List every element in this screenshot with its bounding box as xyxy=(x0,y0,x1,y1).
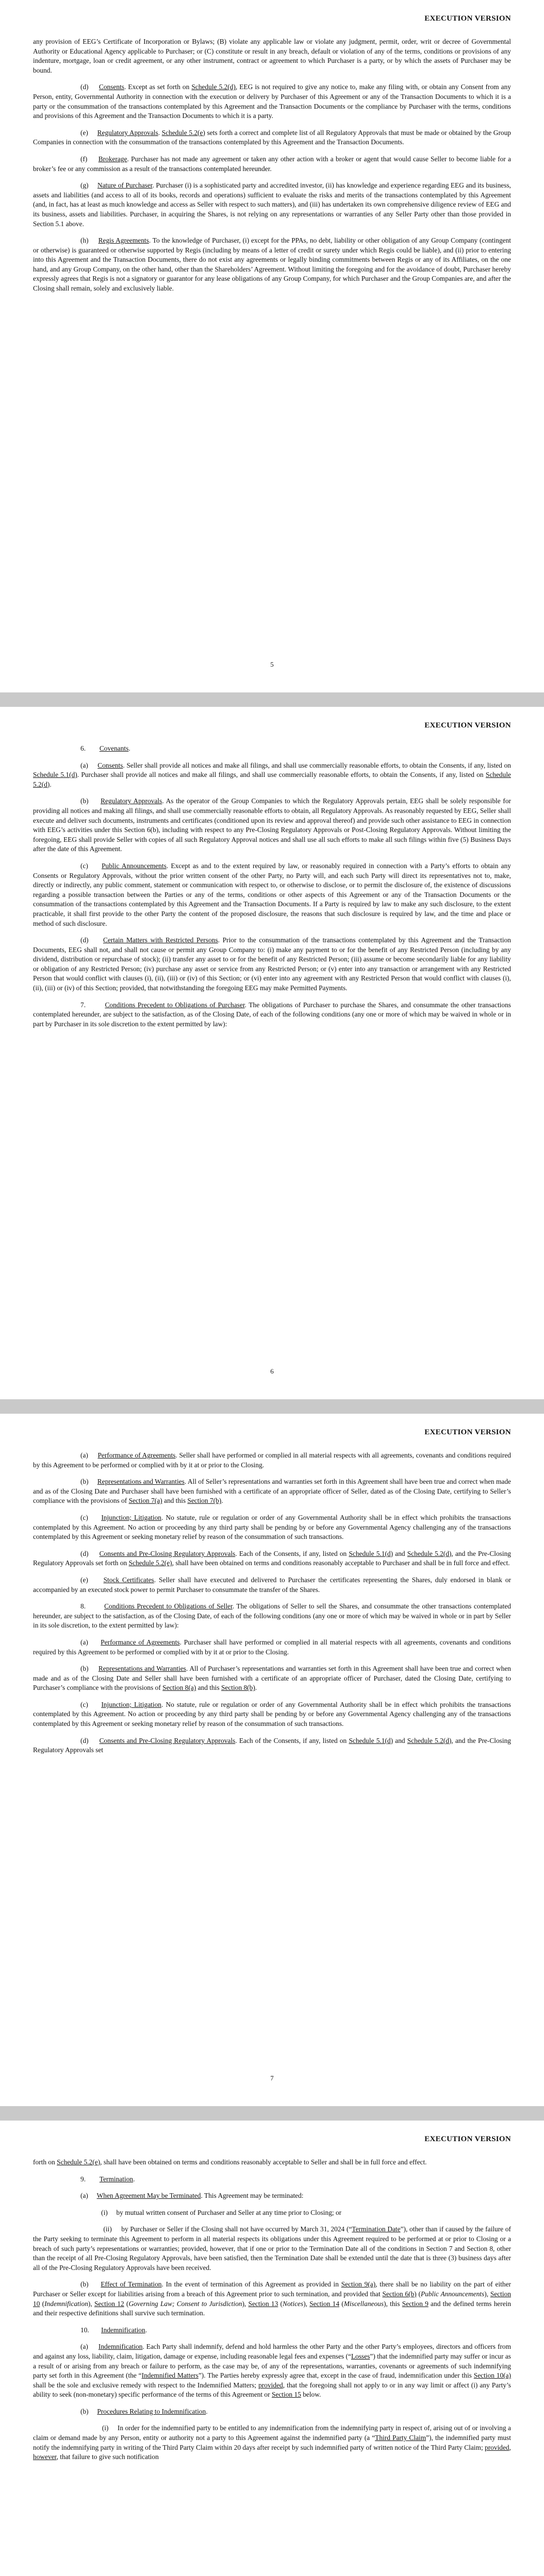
page-body xyxy=(33,744,511,1036)
document-page-6 xyxy=(0,707,544,1399)
page-body xyxy=(33,37,511,301)
paragraph: (e) Stock Certificates. Seller shall have executed and delivered to Purchaser the certificates representing the Shares, duly endorsed in blank or accompanied by an executed stock power to permit Purchaser to consummate the transfer of the Shares. xyxy=(33,1575,511,1594)
paragraph: (b) Effect of Termination. In the event of termination of this Agreement as provided in Section 9(a), there shall be no liability on the part of either Purchaser or Seller except for liabilities arising from a breach of this Agreement prior to such termination, and provided that Section 6(b) (Public Announcements), Section 10 (Indemnification), Section 12 (Governing Law; Consent to Jurisdiction), Section 13 (Notices), Section 14 (Miscellaneous), this Section 9 and the defined terms herein and their respective definitions shall survive such termination. xyxy=(33,2280,512,2317)
paragraph: (b) Procedures Relating to Indemnification. xyxy=(80,2407,208,2415)
page-body xyxy=(33,1451,511,1762)
paragraph: (f) Brokerage. Purchaser has not made any agreement or taken any other action with a broker or agent that would cause Seller to become liable for a broker’s fee or any commission as a result of the transactions contemplated hereunder. xyxy=(33,155,511,173)
paragraph: (b) Representations and Warranties. All of Seller’s representations and warranties set forth in this Agreement shall have been true and correct when made and as of the Closing Date and Purchaser shall have been furnished with a certificate of an appropriate officer of Seller, dated as of the Closing Date, certifying to Seller’s compliance with the provisions of Section 7(a) and this Section 7(b). xyxy=(33,1478,511,1505)
paragraph: (c) Injunction; Litigation. No statute, rule or regulation or order of any Governmental Authority shall be in effect which prohibits the transactions contemplated by this Agreement. No action or proceeding by any third party shall be pending by or before any Governmental Agency challenging any of the transactions contemplated by this Agreement or seeking monetary relief by reason of the consummation of such transactions. xyxy=(33,1513,512,1541)
paragraph: (d) Consents. Except as set forth on Schedule 5.2(d), EEG is not required to give any notice to, make any filing with, or obtain any Consent from any Person, entity, Governmental Authority in connection with the execution or delivery by Purchaser of this Agreement or any of the Transaction Documents to which it is a party or the consummation of the transactions contemplated by this Agreement and the Transaction Documents or the compliance by Purchaser with the terms, conditions and provisions of this Agreement and the Transaction Documents to which it is a party. xyxy=(33,83,511,120)
paragraph: forth on Schedule 5.2(e), shall have been obtained on terms and conditions reasonably acceptable to Seller and shall be in full force and effect. xyxy=(33,2158,427,2166)
paragraph: (h) Regis Agreements. To the knowledge of Purchaser, (i) except for the PPAs, no debt, liability or other obligation of any Group Company (contingent or otherwise) is guaranteed or otherwise supported by Regis (including by means of a letter of credit or surety under which Regis could be liable), and (ii) prior to entering into this Agreement and the Transaction Documents, there do not exist any agreements or legally binding commitments between Regis or any of its Affiliates, on the one hand, and any Group Company, on the other hand, other than the Shareholders’ Agreement. Without limiting the foregoing and for the avoidance of doubt, Purchaser hereby expressly agrees that Regis is not a signatory or guarantor for any lease obligations of any Group Company, for which Purchaser and the Group Companies are, and after the Closing shall remain, solely and exclusively liable. xyxy=(33,236,511,293)
paragraph: (a) Performance of Agreements. Purchaser shall have performed or complied in all material respects with all agreements, covenants and conditions required by this Agreement to be performed or complied with by it at or prior to the Closing. xyxy=(33,1638,511,1656)
paragraph: (c) Public Announcements. Except as and to the extent required by law, or reasonably required in connection with a Party’s efforts to obtain any Consents or Regulatory Approvals, without the prior written consent of the other Party, no Party will, and each such Party will direct its representatives not to, make, directly or indirectly, any public comment, statement or communication with respect to, or otherwise to disclose, or to permit the disclosure of, the existence of discussions regarding a possible transaction between the Parties or any of the terms, conditions or other aspects of this Agreement or any of the Transaction Documents or the consummation of the transactions contemplated by this Agreement and the Transaction Documents. If a Party is required by law to make any such disclosure, to the extent practicable, it shall first provide to the other Party the content of the proposed disclosure, the reasons that such disclosure is required by law, and the time and place or method of such disclosure. xyxy=(33,861,511,927)
paragraph: 8. Conditions Precedent to Obligations of Seller. The obligations of Seller to sell the Shares, and consummate the other transactions contemplated hereunder, are subject to the satisfaction, as of the Closing Date, of each of the following conditions (any one or more of which may be waived in whole or in part by Seller in its sole discretion, to the extent permitted by law): xyxy=(33,1602,511,1630)
page-header: EXECUTION VERSION xyxy=(424,14,511,23)
paragraph: (d) Consents and Pre-Closing Regulatory Approvals. Each of the Consents, if any, listed on Schedule 5.1(d) and Schedule 5.2(d), and the Pre-Closing Regulatory Approvals set forth on Schedule 5.2(e), shall have been obtained on terms and conditions reasonably acceptable to Purchaser and shall be in full force and effect. xyxy=(33,1549,511,1567)
page-body xyxy=(33,2158,511,2469)
paragraph: any provision of EEG’s Certificate of Incorporation or Bylaws; (B) violate any applicable law or violate any judgment, permit, order, writ or decree of Governmental Authority or Educational Agency applicable to Purchaser; or (C) constitute or result in any breach, default or violation of any of the terms, conditions or provisions of any indenture, mortgage, loan or credit agreement, or any other instrument, contract or agreement to which Purchaser is a party, or by which the assets of Purchaser may be bound. xyxy=(33,38,511,74)
page-number: 7 xyxy=(270,2074,274,2082)
document-page-7 xyxy=(0,1414,544,2106)
paragraph: 10. Indemnification. xyxy=(80,2326,147,2334)
paragraph: (a) Performance of Agreements. Seller shall have performed or complied in all material respects with all agreements, covenants and conditions required by this Agreement to be performed or complied with by it at or prior to the Closing. xyxy=(33,1451,511,1469)
paragraph: (a) Indemnification. Each Party shall indemnify, defend and hold harmless the other Party and the other Party’s employees, directors and officers from and against any loss, liability, claim, litigation, damage or expense, including reasonable legal fees and expenses (“Losses”) that the indemnified party may suffer or incur as a result of or arising from any breach or failure to perform, as the case may be, of any of the representations, warranties, covenants or agreements of such indemnifying party set forth in this Agreement (the “Indemnified Matters”). The Parties hereby expressly agree that, except in the case of fraud, indemnification under this Section 10(a) shall be the sole and exclusive remedy with respect to the Indemnified Matters; provided, that the foregoing shall not apply to or in any way limit or affect (i) any Party’s ability to seek (non-monetary) specific performance of the terms of this Agreement or Section 15 below. xyxy=(33,2343,512,2399)
paragraph: (d) Consents and Pre-Closing Regulatory Approvals. Each of the Consents, if any, listed on Schedule 5.1(d) and Schedule 5.2(d), and the Pre-Closing Regulatory Approvals set xyxy=(33,1736,511,1754)
paragraph: (ii) by Purchaser or Seller if the Closing shall not have occurred by March 31, 2024 (“Termination Date”), other than if caused by the failure of the Party seeking to terminate this Agreement to perform in all material respects its obligations under this Agreement required to be performed at or prior to Closing or a breach of such party’s representations or warranties; provided, however, that if one or prior to the Termination Date all of the conditions in Section 7 and Section 8, other than the receipt of all Pre-Closing Regulatory Approvals, have been satisfied, then the Termination Date shall be extended until the date that is three (3) business days after all of the Pre-Closing Regulatory Approvals have been received. xyxy=(33,2225,511,2272)
paragraph: 9. Termination. xyxy=(80,2175,135,2183)
paragraph: (a) When Agreement May be Terminated. This Agreement may be terminated: xyxy=(80,2192,304,2200)
paragraph: (i) In order for the indemnified party to be entitled to any indemnification from the indemnifying party in respect of, arising out of or involving a claim or demand made by any Person, entity or authority not a party to this Agreement against the indemnified party (a “Third Party Claim”), the indemnified party must notify the indemnifying party in writing of the Third Party Claim within 20 days after receipt by such indemnified party of written notice of the Third Party Claim; provided, however, that failure to give such notification xyxy=(33,2424,511,2461)
page-number: 6 xyxy=(270,1367,274,1375)
page-number: 5 xyxy=(270,660,274,668)
paragraph: (b) Regulatory Approvals. As the operator of the Group Companies to which the Regulatory Approvals pertain, EEG shall be solely responsible for providing all notices and making all filings, and shall use commercially reasonable efforts to obtain, all Regulatory Approvals. As reasonably requested by EEG, Seller shall execute and deliver such documents, instruments and certificates (conditioned upon its review and approval thereof) and provide such other assistance to EEG in connection with EEG’s activities under this Section 6(b), including with respect to any Pre-Closing Regulatory Approvals or Post-Closing Regulatory Approvals. Without limiting the foregoing, EEG shall provide Seller with copies of all such Regulatory Approval notices and shall use all such efforts to make all such filings within five (5) Business Days after the date of this Agreement. xyxy=(33,797,511,853)
document-page-8 xyxy=(0,2121,544,2576)
page-header: EXECUTION VERSION xyxy=(424,721,511,730)
paragraph: (i) by mutual written consent of Purchaser and Seller at any time prior to Closing; or xyxy=(80,2208,342,2216)
paragraph: (d) Certain Matters with Restricted Persons. Prior to the consummation of the transactions contemplated by this Agreement and the Transaction Documents, EEG shall not, and shall not cause or permit any Group Company to: (i) make any payment to or for the benefit of any Restricted Person (including by any dividend, distribution or repurchase of stock); (ii) transfer any asset to or for the benefit of any Restricted Person; (iii) assume or become secondarily liable for any liability or obligation of any Restricted Person; (iv) purchase any asset or service from any Restricted Person; or (v) enter into any transaction or arrangement with any Restricted Person that would conflict with clauses (i), (ii), (iii) or (iv) of this Section; or (vi) enter into any agreement with any Restricted Person that would conflict with clauses (i), (ii), (iii) or (iv) of this Section; provided, that notwithstanding the foregoing EEG may make Permitted Payments. xyxy=(33,936,511,992)
paragraph: 7. Conditions Precedent to Obligations of Purchaser. The obligations of Purchaser to purchase the Shares, and consummate the other transactions contemplated hereunder, are subject to the satisfaction, as of the Closing Date, of each of the following conditions (any one or more of which may be waived in whole or in part by Purchaser in its sole discretion to the extent permitted by law): xyxy=(33,1001,511,1028)
document-page-5 xyxy=(0,0,544,692)
paragraph: 6. Covenants. xyxy=(80,744,130,752)
page-header: EXECUTION VERSION xyxy=(424,2135,511,2143)
paragraph: (a) Consents. Seller shall provide all notices and make all filings, and shall use commercially reasonable efforts, to obtain the Consents, if any, listed on Schedule 5.1(d). Purchaser shall provide all notices and make all filings, and shall use commercially reasonable efforts, to obtain the Consents, if any, listed on Schedule 5.2(d). xyxy=(33,761,511,788)
page-header: EXECUTION VERSION xyxy=(424,1428,511,1436)
paragraph: (e) Regulatory Approvals. Schedule 5.2(e) sets forth a correct and complete list of all Regulatory Approvals that must be made or obtained by the Group Companies in connection with the consummation of the transactions contemplated by this Agreement and the Transaction Documents. xyxy=(33,128,511,146)
paragraph: (b) Representations and Warranties. All of Purchaser’s representations and warranties set forth in this Agreement shall have been true and correct when made and as of the Closing Date and Seller shall have been furnished with a certificate of an appropriate officer of Purchaser, dated the Closing Date, certifying to Purchaser’s compliance with the provisions of Section 8(a) and this Section 8(b). xyxy=(33,1665,511,1692)
paragraph: (g) Nature of Purchaser. Purchaser (i) is a sophisticated party and accredited investor, (ii) has knowledge and experience regarding EEG and its business, assets and liabilities (and access to all of its books, records and operations) sufficient to evaluate the risks and merits of the transactions contemplated by this Agreement (and, in fact, has at least as much knowledge and access as Seller with respect to such matters), and (iii) has undertaken its own comprehensive diligence review of EEG and its business, assets and liabilities. Purchaser, in acquiring the Shares, is not relying on any representations or warranties of any Seller Party other than those provided in Section 5.1 above. xyxy=(33,181,512,228)
paragraph: (c) Injunction; Litigation. No statute, rule or regulation or order of any Governmental Authority shall be in effect which prohibits the transactions contemplated by this Agreement. No action or proceeding by any third party shall be pending by or before any Governmental Agency challenging any of the transactions contemplated by this Agreement or seeking monetary relief by reason of the consummation of such transactions. xyxy=(33,1700,512,1728)
